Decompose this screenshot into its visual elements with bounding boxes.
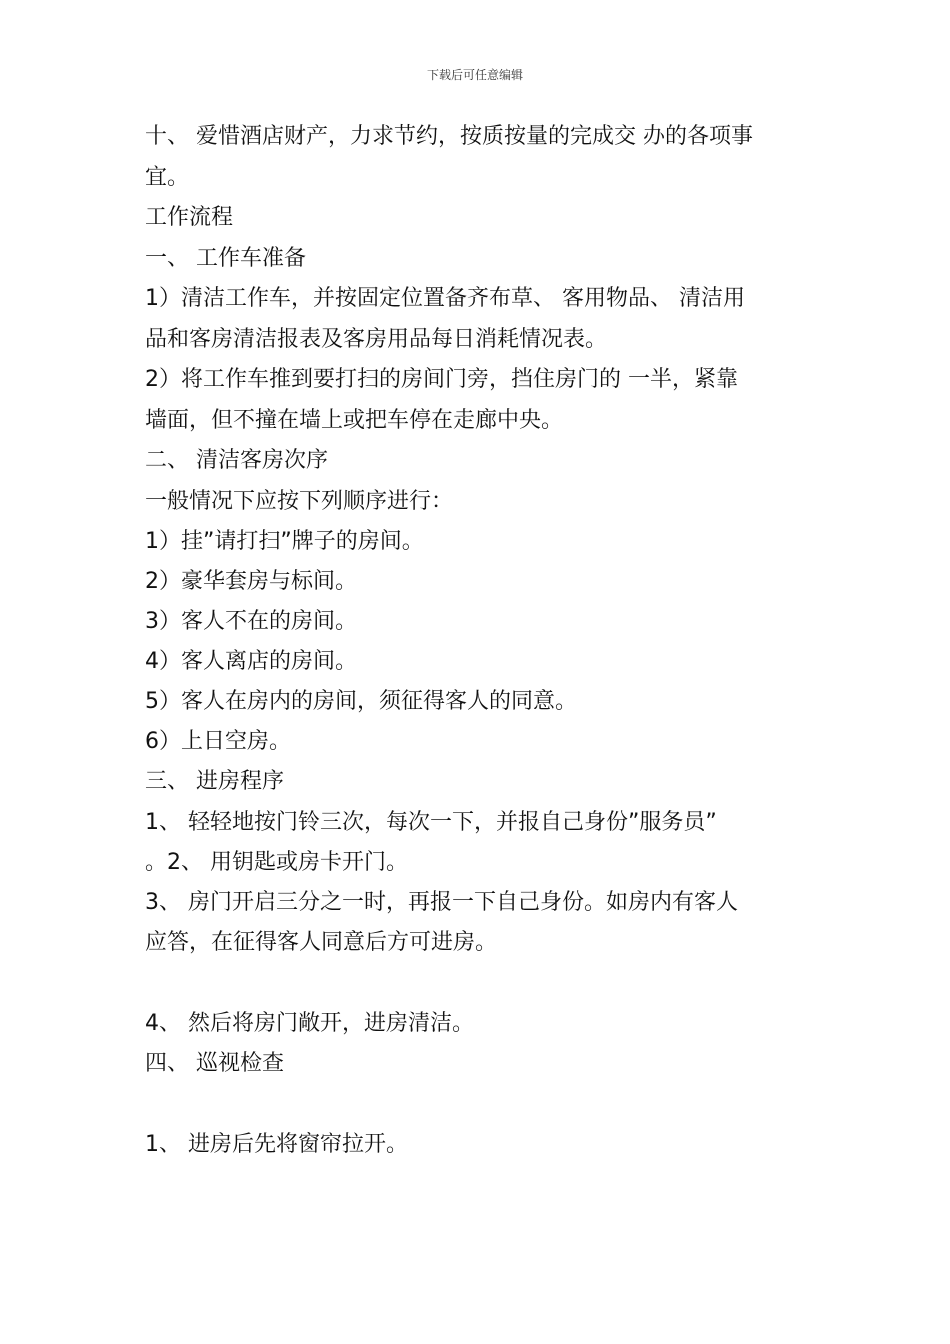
list-item: 4、 然后将房门敞开，进房清洁。: [145, 1011, 474, 1036]
list-item: 1、 进房后先将窗帘拉开。: [145, 1132, 408, 1157]
list-item: 1、 轻轻地按门铃三次，每次一下，并报自己身份”服务员”: [145, 810, 717, 835]
section-title: 工作流程: [145, 205, 234, 230]
list-item: 5）客人在房内的房间，须征得客人的同意。: [145, 689, 577, 714]
list-item: 2）豪华套房与标间。: [145, 569, 357, 594]
text-line: 品和客房清洁报表及客房用品每日消耗情况表。: [145, 327, 608, 352]
list-item: 1）挂”请打扫”牌子的房间。: [145, 529, 424, 554]
section-heading: 三、 进房程序: [145, 769, 284, 794]
list-item: 。2、 用钥匙或房卡开门。: [145, 850, 408, 875]
section-heading: 四、 巡视检查: [145, 1051, 284, 1076]
text-line: 十、 爱惜酒店财产，力求节约，按质按量的完成交 办的各项事: [145, 124, 753, 149]
text-line: 2）将工作车推到要打扫的房间门旁，挡住房门的 一半，紧靠: [145, 367, 738, 392]
text-line: 墙面，但不撞在墙上或把车停在走廊中央。: [145, 408, 564, 433]
text-line: 一般情况下应按下列顺序进行：: [145, 489, 454, 514]
section-heading: 一、 工作车准备: [145, 246, 306, 271]
list-item: 3、 房门开启三分之一时，再报一下自己身份。如房内有客人: [145, 890, 738, 915]
text-line: 宜。: [145, 165, 190, 190]
text-line: 应答，在征得客人同意后方可进房。: [145, 930, 498, 955]
list-item: 3）客人不在的房间。: [145, 609, 357, 634]
text-line: 1）清洁工作车，并按固定位置备齐布草、 客用物品、 清洁用: [145, 286, 745, 311]
list-item: 4）客人离店的房间。: [145, 649, 357, 674]
section-heading: 二、 清洁客房次序: [145, 448, 328, 473]
list-item: 6）上日空房。: [145, 729, 291, 754]
page-header: 下载后可任意编辑: [426, 68, 523, 82]
